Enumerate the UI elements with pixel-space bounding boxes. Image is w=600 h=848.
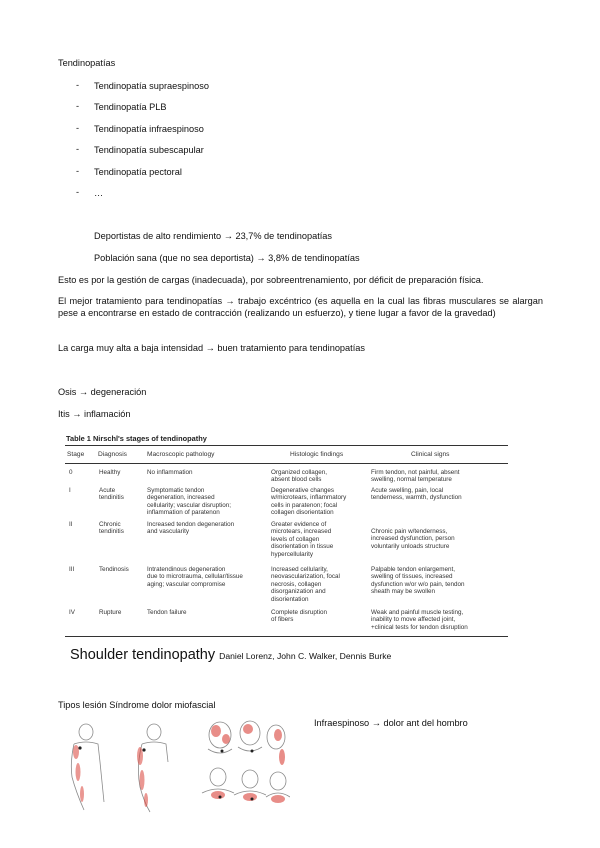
table-header-rule	[65, 463, 508, 464]
stat-athletes: Deportistas de alto rendimiento → 23,7% de tendinopatías	[94, 231, 333, 241]
table-cell: Chronic pain w/tenderness, increased dysfunction, person voluntarily unloads structure	[371, 528, 455, 550]
list-item: Tendinopatía PLB	[94, 102, 167, 112]
list-item: Tendinopatía pectoral	[94, 167, 182, 177]
head-shoulder-trigger-point-figure	[198, 717, 290, 817]
table-title: Table 1 Nirschl's stages of tendinopathy	[66, 434, 207, 443]
table-cell: Complete disruption of fibers	[271, 609, 328, 624]
table-cell: Acute swelling, pain, local tenderness, warmth, dysfunction	[371, 487, 462, 502]
list-bullet: -	[76, 101, 80, 111]
stat-healthy: Población sana (que no sea deportista) → 3,8% de tendinopatías	[94, 253, 360, 263]
table-cell: Chronic tendinitis	[99, 521, 124, 536]
table-cell: Increased tendon degeneration and vascularity	[147, 521, 235, 536]
list-item: Tendinopatía infraespinoso	[94, 124, 204, 134]
table-bottom-rule	[65, 636, 508, 637]
table-cell: Firm tendon, not painful, absent swelling, normal temperature	[371, 469, 460, 484]
list-item: Tendinopatía subescapular	[94, 145, 204, 155]
table-cell: No inflammation	[147, 469, 193, 476]
itis-definition: Itis → inflamación	[58, 409, 131, 419]
table-header: Histologic findings	[290, 451, 344, 458]
list-bullet: -	[76, 187, 80, 197]
table-cell: Acute tendinitis	[99, 487, 124, 502]
osis-definition: Osis → degeneración	[58, 387, 147, 397]
table-cell: III	[69, 566, 75, 573]
list-bullet: -	[76, 144, 80, 154]
paragraph-load: La carga muy alta a baja intensidad → buen tratamiento para tendinopatías	[58, 343, 365, 353]
table-cell: Greater evidence of microtears, increased levels of collagen disorientation in tissue hypercellularity	[271, 521, 334, 558]
paper-authors: Daniel Lorenz, John C. Walker, Dennis Burke	[219, 651, 392, 661]
table-header: Macroscopic pathology	[147, 451, 215, 458]
table-cell: Rupture	[99, 609, 122, 616]
table-cell: Tendon failure	[147, 609, 187, 616]
table-header: Stage	[67, 451, 85, 458]
list-bullet: -	[76, 80, 80, 90]
paragraph-cause: Esto es por la gestión de cargas (inadecuada), por sobreentrenamiento, por déficit de preparación física.	[58, 275, 484, 285]
paper-title: Shoulder tendinopathy	[70, 647, 216, 663]
table-top-rule	[65, 445, 508, 446]
list-bullet: -	[76, 166, 80, 176]
table-cell: Healthy	[99, 469, 121, 476]
table-cell: Degenerative changes w/microtears, inflammatory cells in paratenon; focal collagen disorientation	[271, 487, 347, 517]
table-cell: Increased cellularity, neovascularization, focal necrosis, collagen disorganization and disorientation	[271, 566, 340, 603]
infraspinatus-note: Infraespinoso → dolor ant del hombro	[314, 718, 468, 728]
page-heading: Tendinopatías	[58, 58, 116, 68]
table-cell: Palpable tendon enlargement, swelling of tissues, increased dysfunction w/or w/o pain, tendon sheath may be swollen	[371, 566, 465, 596]
list-item: Tendinopatía supraespinoso	[94, 81, 209, 91]
table-cell: Tendinosis	[99, 566, 129, 573]
table-cell: Intratendinous degeneration due to microtrauma, cellular/tissue aging; vascular compromise	[147, 566, 243, 588]
table-cell: Weak and painful muscle testing, inability to move affected joint, +clinical tests for tendon disruption	[371, 609, 468, 631]
table-cell: II	[69, 521, 73, 528]
table-header: Diagnosis	[98, 451, 127, 458]
table-cell: IV	[69, 609, 75, 616]
arm-trigger-point-figure	[66, 722, 176, 814]
list-bullet: -	[76, 123, 80, 133]
paper-citation	[70, 647, 391, 663]
table-cell: Symptomatic tendon degeneration, increased cellularity; vascular disruption; inflammation of paratenon	[147, 487, 231, 517]
paragraph-treatment: El mejor tratamiento para tendinopatías → trabajo excéntrico (es aquella en la cual las fibras musculares se alargan pese a encontrarse en estado de contracción (realizando un esfuerzo), y tiene lugar a favor de la gravedad)	[58, 296, 543, 318]
table-cell: 0	[69, 469, 73, 476]
table-cell: Organized collagen, absent blood cells	[271, 469, 328, 484]
list-item: …	[94, 188, 104, 198]
table-header: Clinical signs	[411, 451, 450, 458]
table-cell: I	[69, 487, 71, 494]
myofascial-heading: Tipos lesión Síndrome dolor miofascial	[58, 700, 216, 710]
